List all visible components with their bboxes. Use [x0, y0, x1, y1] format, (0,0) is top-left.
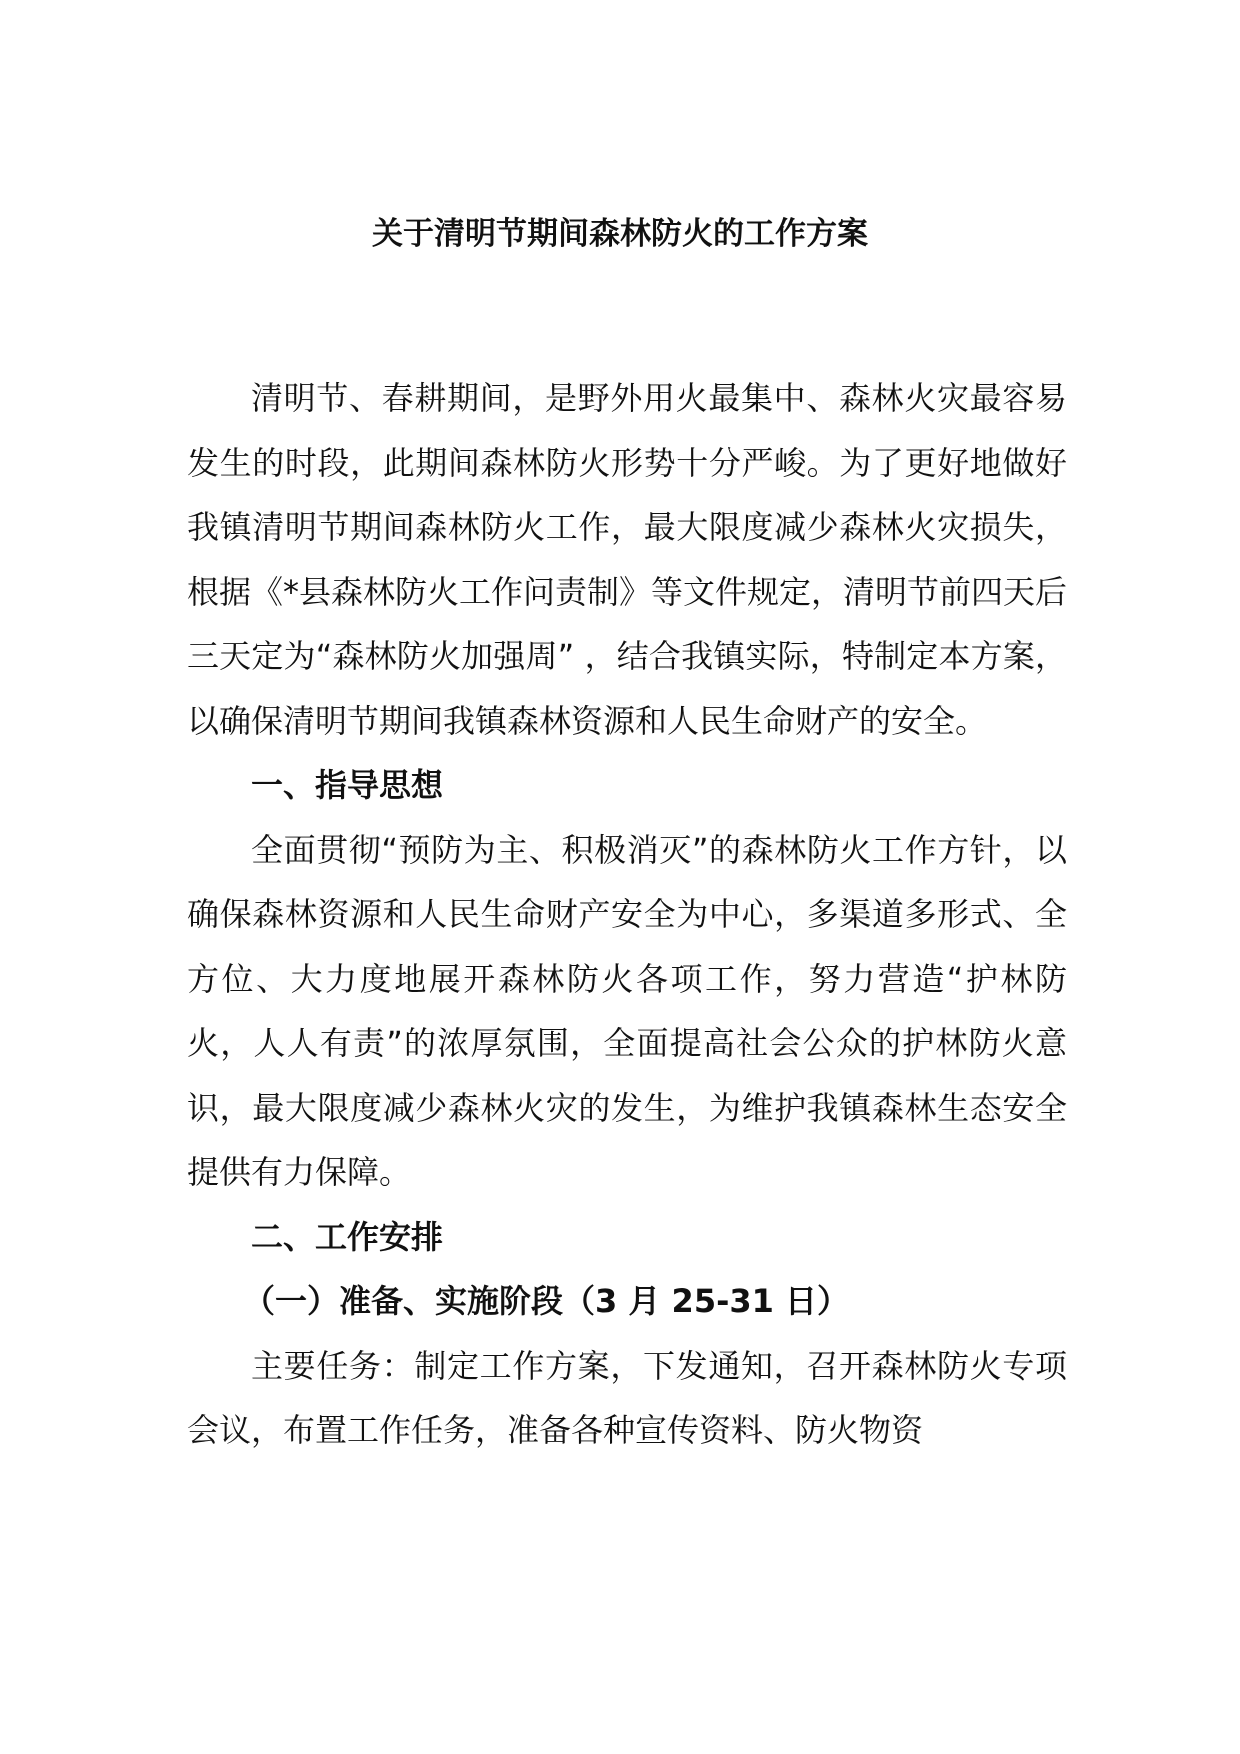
section-heading-work-arrangement: 二、工作安排	[251, 1217, 444, 1256]
preparation-stage-paragraph: 主要任务：制定工作方案，下发通知，召开森林防火专项会议，布置工作任务，准备各种宣传资料、防火物资	[187, 1346, 1067, 1449]
section-heading-guiding-ideology: 一、指导思想	[251, 766, 444, 804]
document-body	[187, 366, 1067, 1463]
subsection-heading-preparation-stage: （一）准备、实施阶段（3 月 25-31 日）	[243, 1282, 850, 1320]
intro-paragraph: 清明节、春耕期间，是野外用火最集中、森林火灾最容易发生的时段，此期间森林防火形势十分严峻。为了更好地做好我镇清明节期间森林防火工作，最大限度减少森林火灾损失，根据《*县森林防火工作问责制》等文件规定，清明节前四天后三天定为“森林防火加强周” ，结合我镇实际，特制定本方案，以确保清明节期间我镇森林资源和人民生命财产的安全。	[187, 379, 1068, 740]
guiding-ideology-paragraph: 全面贯彻“预防为主、积极消灭”的森林防火工作方针，以确保森林资源和人民生命财产安全为中心，多渠道多形式、全方位、大力度地展开森林防火各项工作，努力营造“护林防火，人人有责”的浓厚氛围，全面提高社会公众的护林防火意识，最大限度减少森林火灾的发生，为维护我镇森林生态安全提供有力保障。	[187, 830, 1067, 1191]
document-title: 关于清明节期间森林防火的工作方案	[372, 216, 868, 252]
